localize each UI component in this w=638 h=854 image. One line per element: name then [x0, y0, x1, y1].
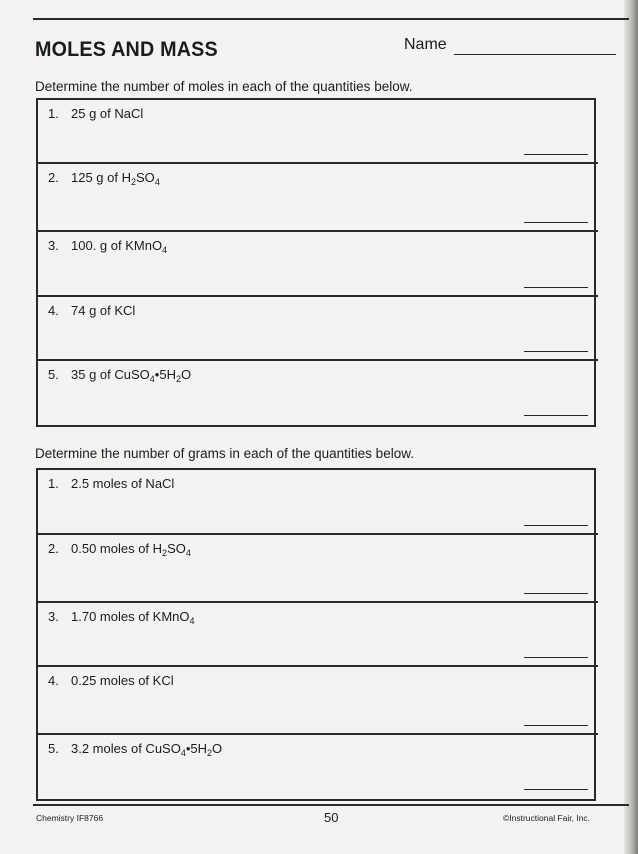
answer-blank[interactable]: [524, 657, 588, 658]
section2-question-1: [38, 470, 598, 535]
subscript: 4: [189, 616, 195, 626]
formula-text: 74 g of KCl: [71, 303, 136, 318]
subscript: 2: [175, 374, 181, 384]
question-number: 3.: [48, 609, 59, 624]
subscript: 4: [180, 748, 186, 758]
question-text: [71, 238, 167, 253]
question-text: [71, 541, 191, 556]
section1-question-box: [36, 98, 596, 427]
answer-blank[interactable]: [524, 351, 588, 352]
subscript: 4: [149, 374, 155, 384]
formula-text: 1.70 moles of KMnO: [71, 609, 190, 624]
formula-text: SO: [136, 170, 155, 185]
section1-question-1: [38, 100, 598, 164]
answer-blank[interactable]: [524, 287, 588, 288]
section1-question-3: [38, 232, 598, 297]
section2-question-5: [38, 735, 598, 799]
answer-blank[interactable]: [524, 415, 588, 416]
section2-instruction: Determine the number of grams in each of the quantities below.: [35, 446, 414, 461]
answer-blank[interactable]: [524, 593, 588, 594]
formula-text: 25 g of NaCl: [71, 106, 144, 121]
question-number: 1.: [48, 476, 59, 491]
question-number: 2.: [48, 541, 59, 556]
formula-text: 125 g of H: [71, 170, 131, 185]
question-number: 4.: [48, 673, 59, 688]
formula-text: 3.2 moles of CuSO: [71, 741, 181, 756]
formula-text: O: [180, 367, 192, 382]
formula-text: •5H: [185, 741, 208, 756]
section2-question-2: [38, 535, 598, 603]
formula-text: O: [212, 741, 223, 756]
section2-question-4: [38, 667, 598, 735]
subscript: 4: [154, 177, 160, 187]
question-number: 1.: [48, 106, 59, 121]
formula-text: 0.25 moles of KCl: [71, 673, 174, 688]
section1-question-2: [38, 164, 598, 232]
answer-blank[interactable]: [524, 789, 588, 790]
question-text: [71, 741, 222, 756]
page-edge: [624, 0, 638, 854]
question-text: [71, 673, 174, 688]
section1-question-4: [38, 297, 598, 361]
answer-blank[interactable]: [524, 154, 588, 155]
subscript: 2: [162, 548, 168, 558]
formula-text: •5H: [154, 367, 176, 382]
name-label: Name: [404, 36, 447, 53]
question-text: [71, 303, 135, 318]
footer-page-number: 50: [324, 810, 339, 825]
section2-question-box: [36, 468, 596, 801]
footer-book-code: Chemistry IF8766: [36, 813, 104, 823]
subscript: 2: [131, 177, 137, 187]
footer-copyright: ©Instructional Fair, Inc.: [503, 813, 591, 823]
question-text: [71, 609, 195, 624]
question-text: [71, 476, 174, 491]
top-rule: [33, 18, 629, 20]
question-number: 2.: [48, 170, 59, 185]
section1-instruction: Determine the number of moles in each of the quantities below.: [35, 79, 413, 94]
formula-text: SO: [167, 541, 186, 556]
name-blank[interactable]: [454, 54, 616, 55]
formula-text: 100. g of KMnO: [71, 238, 163, 253]
section2-question-3: [38, 603, 598, 667]
subscript: 4: [162, 245, 168, 255]
answer-blank[interactable]: [524, 525, 588, 526]
formula-text: 0.50 moles of H: [71, 541, 163, 556]
question-text: [71, 170, 160, 185]
question-number: 3.: [48, 238, 59, 253]
formula-text: 35 g of CuSO: [71, 367, 150, 382]
question-number: 4.: [48, 303, 59, 318]
question-text: [71, 367, 191, 382]
worksheet-title: MOLES AND MASS: [35, 38, 218, 61]
question-number: 5.: [48, 367, 59, 382]
section1-question-5: [38, 361, 598, 425]
bottom-rule: [33, 804, 629, 806]
subscript: 2: [207, 748, 213, 758]
subscript: 4: [185, 548, 191, 558]
formula-text: 2.5 moles of NaCl: [71, 476, 175, 491]
question-text: [71, 106, 143, 121]
question-number: 5.: [48, 741, 59, 756]
answer-blank[interactable]: [524, 725, 588, 726]
answer-blank[interactable]: [524, 222, 588, 223]
